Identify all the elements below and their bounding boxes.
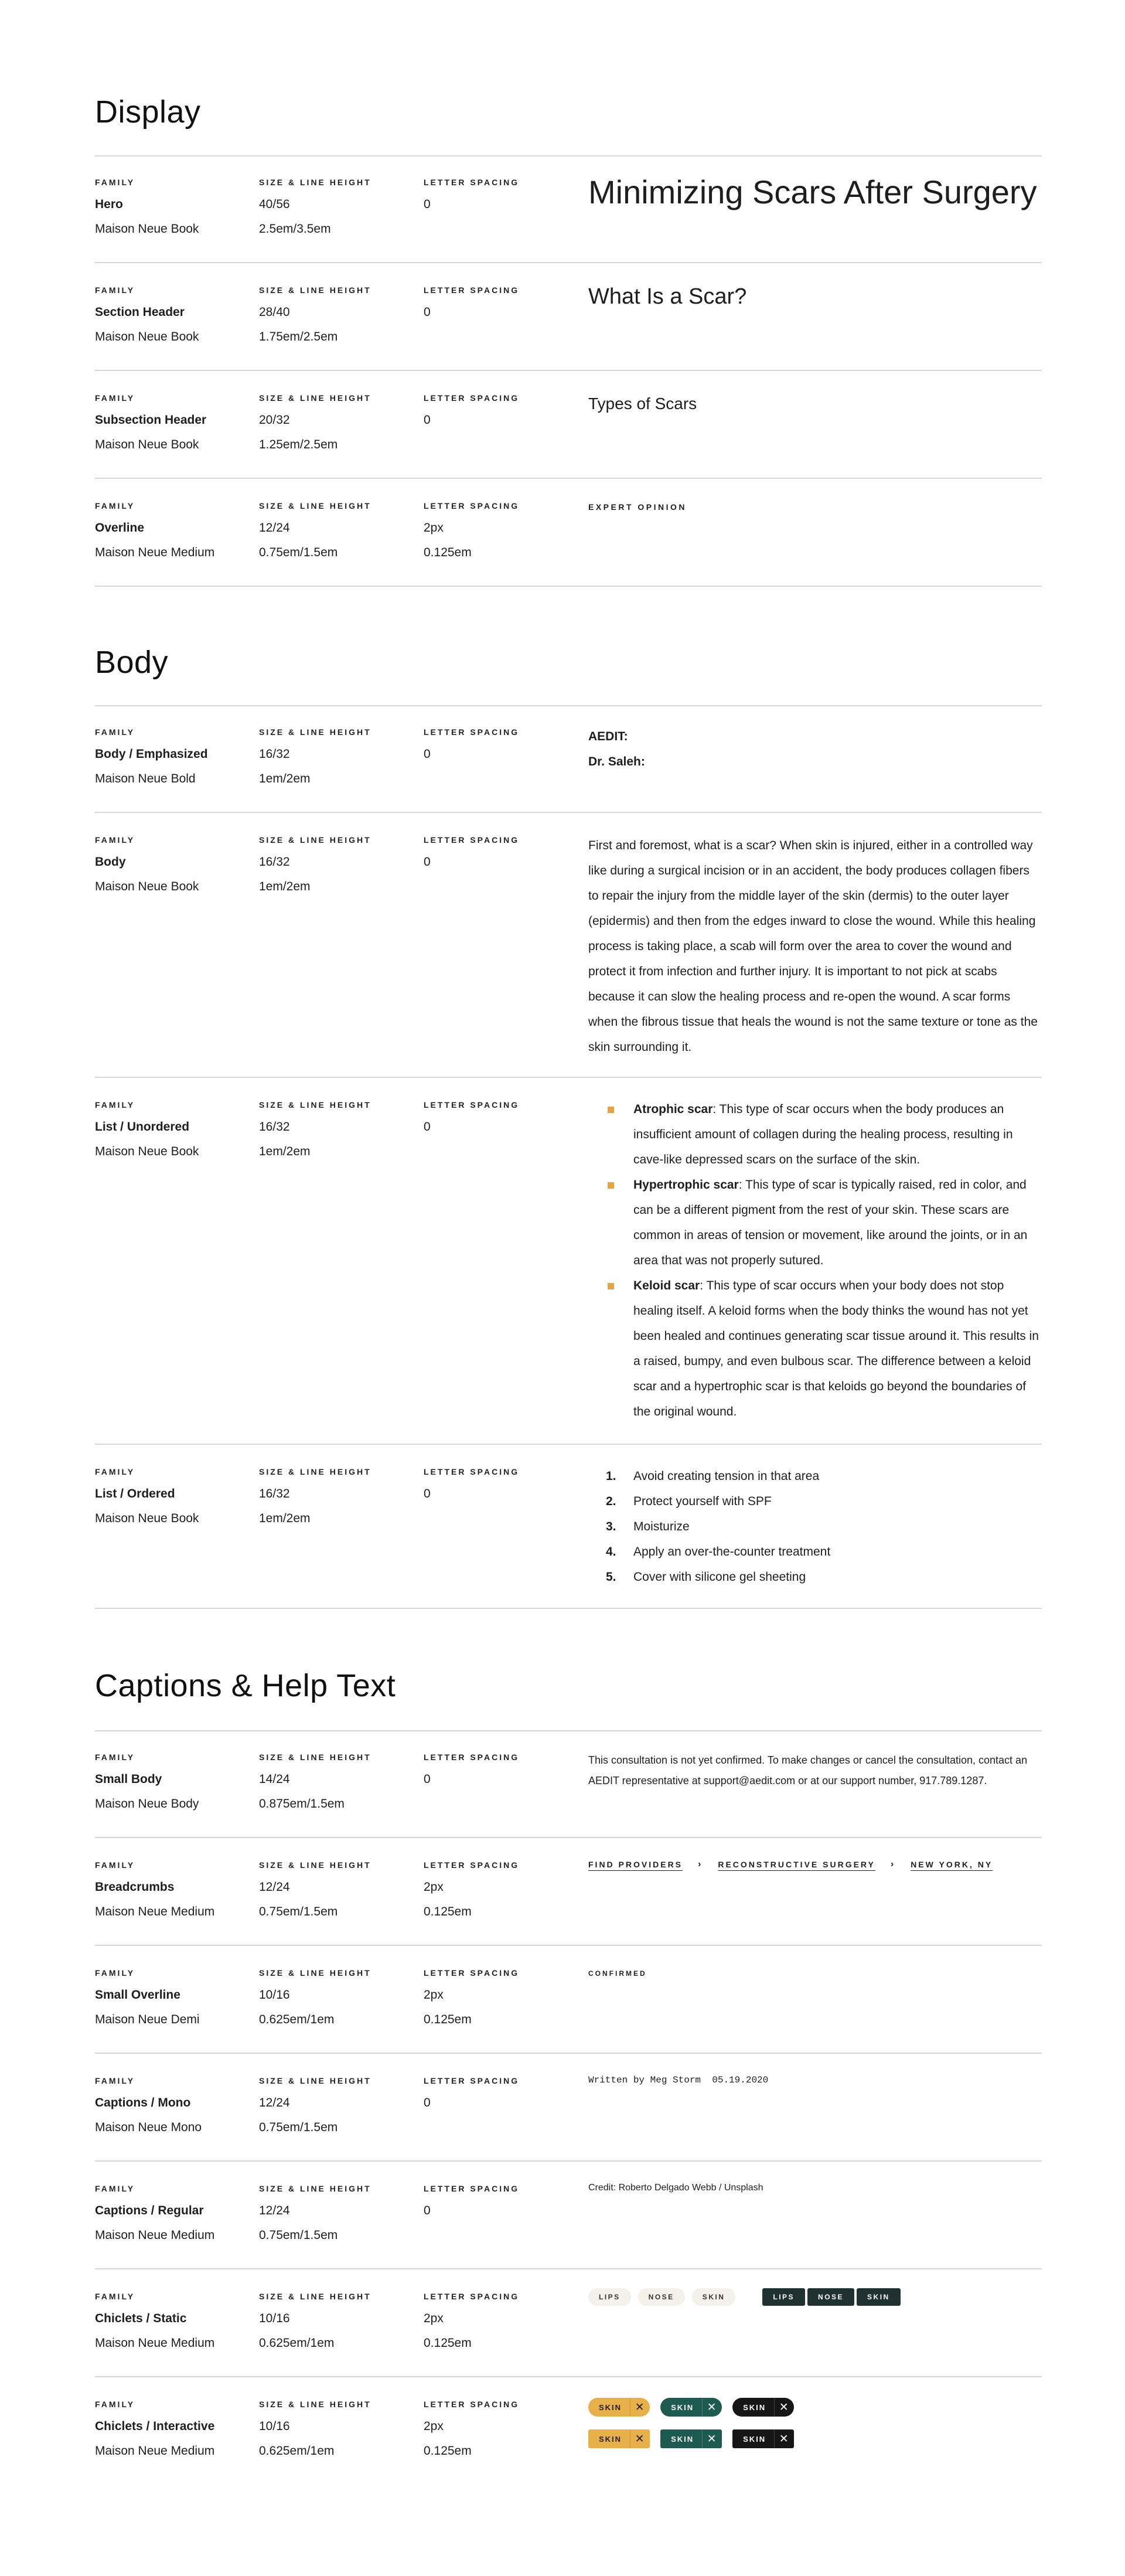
chip-skin-removable[interactable]	[732, 2429, 794, 2448]
family-label: FAMILY	[95, 501, 135, 511]
font-name: Maison Neue Book	[95, 438, 199, 451]
spacing-px: 2px	[424, 521, 444, 535]
breadcrumb-reconstructive-surgery[interactable]: RECONSTRUCTIVE SURGERY	[718, 1860, 875, 1869]
spacing-px: 0	[424, 1487, 431, 1500]
spacing-label: LETTER SPACING	[424, 2292, 520, 2301]
breadcrumb-separator-icon: ›	[890, 1859, 896, 1869]
font-name: Maison Neue Medium	[95, 2336, 215, 2350]
font-name: Maison Neue Book	[95, 1145, 199, 1158]
type-row-section-header	[95, 264, 1042, 371]
sample-chiclets-interactive	[588, 2396, 1042, 2450]
size-px: 12/24	[259, 521, 290, 535]
size-em: 0.75em/1.5em	[259, 2121, 338, 2134]
font-name: Maison Neue Body	[95, 1797, 199, 1811]
list-item	[588, 1514, 1042, 1539]
size-em: 0.625em/1em	[259, 2013, 335, 2026]
style-name: Subsection Header	[95, 413, 207, 427]
size-px: 28/40	[259, 305, 290, 319]
chip-skin-removable[interactable]	[660, 2429, 722, 2448]
size-em: 0.625em/1em	[259, 2336, 335, 2350]
breadcrumb-separator-icon: ›	[698, 1859, 703, 1869]
size-em: 1em/2em	[259, 1145, 311, 1158]
spacing-label: LETTER SPACING	[424, 2400, 520, 2409]
spacing-em: 0.125em	[424, 546, 472, 559]
chip-nose: NOSE	[638, 2288, 685, 2306]
family-label: FAMILY	[95, 835, 135, 845]
size-em: 1.75em/2.5em	[259, 330, 338, 343]
spacing-label: LETTER SPACING	[424, 727, 520, 737]
font-name: Maison Neue Book	[95, 330, 199, 343]
list-term: Atrophic scar	[633, 1102, 713, 1116]
list-text: Protect yourself with SPF	[633, 1495, 772, 1508]
size-label: SIZE & LINE HEIGHT	[259, 2184, 371, 2193]
size-label: SIZE & LINE HEIGHT	[259, 1968, 371, 1978]
type-row-breadcrumbs	[95, 1839, 1042, 1946]
chip-lips: LIPS	[588, 2288, 631, 2306]
spacing-px: 0	[424, 1772, 431, 1786]
family-label: FAMILY	[95, 2184, 135, 2193]
style-name: Small Overline	[95, 1988, 180, 2002]
size-px: 16/32	[259, 1487, 290, 1500]
section-title-captions: Captions & Help Text	[95, 1668, 396, 1703]
spacing-px: 0	[424, 747, 431, 761]
list-item	[588, 1489, 1042, 1514]
size-em: 0.75em/1.5em	[259, 546, 338, 559]
list-term: Hypertrophic scar	[633, 1178, 739, 1192]
chip-skin-removable[interactable]	[732, 2398, 794, 2417]
font-name: Maison Neue Demi	[95, 2013, 200, 2026]
close-icon[interactable]: ✕	[702, 2398, 722, 2417]
type-row-small-body	[95, 1731, 1042, 1838]
style-name: Overline	[95, 521, 145, 535]
size-em: 1em/2em	[259, 772, 311, 785]
font-name: Maison Neue Medium	[95, 2444, 215, 2458]
spacing-label: LETTER SPACING	[424, 1467, 520, 1476]
spacing-px: 2px	[424, 2312, 444, 2325]
bullet-square-icon	[608, 1283, 614, 1289]
type-row-subsection-header	[95, 372, 1042, 479]
breadcrumb-new-york[interactable]: NEW YORK, NY	[911, 1860, 993, 1869]
spacing-px: 0	[424, 855, 431, 869]
size-label: SIZE & LINE HEIGHT	[259, 2076, 371, 2085]
close-icon[interactable]: ✕	[774, 2429, 794, 2448]
chip-label: SKIN	[599, 2403, 622, 2412]
sample-ordered-list	[588, 1464, 1042, 1590]
spacing-px: 2px	[424, 2420, 444, 2433]
size-label: SIZE & LINE HEIGHT	[259, 285, 371, 295]
spacing-label: LETTER SPACING	[424, 285, 520, 295]
list-text: Avoid creating tension in that area	[633, 1469, 820, 1483]
size-label: SIZE & LINE HEIGHT	[259, 1860, 371, 1870]
style-name: Body / Emphasized	[95, 747, 208, 761]
style-name: Hero	[95, 198, 123, 211]
type-row-captions-regular	[95, 2163, 1042, 2269]
type-row-hero	[95, 156, 1042, 263]
size-em: 0.75em/1.5em	[259, 1905, 338, 1918]
sample-unordered-list	[588, 1097, 1042, 1424]
list-text: : This type of scar is typically raised, red in color, and can be a different pigment from the rest of your skin. These scars are common in areas of tension or movement, like around the joints, or in an area that was not properly sutured.	[633, 1178, 1028, 1267]
spacing-label: LETTER SPACING	[424, 1860, 520, 1870]
list-item	[588, 1539, 1042, 1564]
list-number: 1.	[606, 1469, 616, 1483]
font-name: Maison Neue Bold	[95, 772, 196, 785]
list-text: : This type of scar occurs when your body does not stop healing itself. A keloid forms when the body thinks the wound has not yet been healed and continues generating scar tissue around it. This results in a raised, bumpy, and even bulbous scar. The difference between a keloid scar and a hypertrophic scar is that keloids go beyond the boundaries of the original wound.	[633, 1279, 1039, 1418]
breadcrumb	[588, 1859, 1042, 1870]
size-label: SIZE & LINE HEIGHT	[259, 1467, 371, 1476]
size-px: 12/24	[259, 2204, 290, 2217]
spacing-px: 2px	[424, 1880, 444, 1894]
spacing-label: LETTER SPACING	[424, 2184, 520, 2193]
chip-row	[588, 2428, 1042, 2450]
size-px: 12/24	[259, 2096, 290, 2109]
type-row-body-emphasized	[95, 706, 1042, 813]
style-name: Body	[95, 855, 126, 869]
list-term: Keloid scar	[633, 1279, 700, 1292]
chip-label: SKIN	[743, 2403, 766, 2412]
chip-label: SKIN	[671, 2434, 694, 2444]
family-label: FAMILY	[95, 727, 135, 737]
list-text: Cover with silicone gel sheeting	[633, 1570, 806, 1584]
sample-body-emphasized	[588, 724, 1042, 774]
family-label: FAMILY	[95, 1968, 135, 1978]
sample-chiclets-static	[588, 2288, 1042, 2306]
size-em: 1.25em/2.5em	[259, 438, 338, 451]
spacing-px: 2px	[424, 1988, 444, 2002]
font-name: Maison Neue Medium	[95, 546, 215, 559]
size-px: 40/56	[259, 198, 290, 211]
size-label: SIZE & LINE HEIGHT	[259, 727, 371, 737]
size-px: 10/16	[259, 2312, 290, 2325]
font-name: Maison Neue Book	[95, 880, 199, 893]
size-label: SIZE & LINE HEIGHT	[259, 2400, 371, 2409]
size-em: 1em/2em	[259, 880, 311, 893]
close-icon[interactable]: ✕	[774, 2398, 794, 2417]
family-label: FAMILY	[95, 285, 135, 295]
spacing-px: 0	[424, 2096, 431, 2109]
size-px: 16/32	[259, 1120, 290, 1134]
style-name: Chiclets / Static	[95, 2312, 187, 2325]
type-row-overline	[95, 480, 1042, 587]
type-row-chiclets-interactive	[95, 2378, 1042, 2490]
bullet-square-icon	[608, 1107, 614, 1113]
font-name: Maison Neue Medium	[95, 2228, 215, 2242]
sample-overline: EXPERT OPINION	[588, 502, 687, 512]
family-label: FAMILY	[95, 2292, 135, 2301]
type-row-body	[95, 814, 1042, 1078]
close-icon[interactable]: ✕	[702, 2429, 722, 2448]
font-name: Maison Neue Book	[95, 222, 199, 236]
list-text: Moisturize	[633, 1520, 690, 1533]
size-label: SIZE & LINE HEIGHT	[259, 501, 371, 511]
chip-lips-dark: LIPS	[762, 2288, 805, 2306]
sample-hero: Minimizing Scars After Surgery	[588, 173, 1037, 210]
chip-skin-dark: SKIN	[857, 2288, 901, 2306]
spacing-label: LETTER SPACING	[424, 835, 520, 845]
size-label: SIZE & LINE HEIGHT	[259, 2292, 371, 2301]
sample-body-paragraph: First and foremost, what is a scar? When skin is injured, either in a controlled way like during a surgical incision or in an accident, the body produces collagen fibers to repair the injury from the middle layer of the skin (dermis) to the outer layer (epidermis) and then from the edges inward to close the wound. While this healing process is taking place, a scab will form over the area to cover the wound and protect it from infection and further injury. It is important to not pick at scabs because it can slow the healing process and re-open the wound. A scar forms when the fibrous tissue that heals the wound is not the same texture or tone as the skin surrounding it.	[588, 839, 1038, 1054]
bullet-square-icon	[608, 1182, 614, 1189]
spacing-px: 0	[424, 305, 431, 319]
section-title-body: Body	[95, 645, 169, 680]
spacing-px: 0	[424, 2204, 431, 2217]
list-text: Apply an over-the-counter treatment	[633, 1545, 831, 1558]
list-number: 4.	[606, 1545, 616, 1558]
sample-captions-mono: Written by Meg Storm 05.19.2020	[588, 2075, 769, 2085]
size-px: 16/32	[259, 855, 290, 869]
list-text: : This type of scar occurs when the body produces an insufficient amount of collagen during the healing process, resulting in cave-like depressed scars on the surface of the skin.	[633, 1102, 1013, 1166]
font-name: Maison Neue Mono	[95, 2121, 202, 2134]
size-label: SIZE & LINE HEIGHT	[259, 1753, 371, 1762]
font-name: Maison Neue Book	[95, 1512, 199, 1525]
type-row-list-ordered	[95, 1446, 1042, 1609]
size-px: 10/16	[259, 1988, 290, 2002]
spacing-px: 0	[424, 198, 431, 211]
size-em: 0.75em/1.5em	[259, 2228, 338, 2242]
spacing-label: LETTER SPACING	[424, 2076, 520, 2085]
size-label: SIZE & LINE HEIGHT	[259, 393, 371, 403]
family-label: FAMILY	[95, 1467, 135, 1476]
family-label: FAMILY	[95, 1100, 135, 1110]
spacing-px: 0	[424, 413, 431, 427]
spacing-label: LETTER SPACING	[424, 178, 520, 187]
family-label: FAMILY	[95, 1860, 135, 1870]
size-px: 14/24	[259, 1772, 290, 1786]
list-number: 3.	[606, 1520, 616, 1533]
style-name: List / Ordered	[95, 1487, 175, 1500]
style-name: List / Unordered	[95, 1120, 190, 1134]
speaker-dr-saleh: Dr. Saleh:	[588, 755, 645, 768]
spacing-label: LETTER SPACING	[424, 501, 520, 511]
size-px: 10/16	[259, 2420, 290, 2433]
size-label: SIZE & LINE HEIGHT	[259, 835, 371, 845]
chip-label: SKIN	[743, 2434, 766, 2444]
list-item	[588, 1464, 1042, 1489]
style-name: Small Body	[95, 1772, 162, 1786]
size-px: 20/32	[259, 413, 290, 427]
list-item	[588, 1273, 1042, 1424]
type-row-chiclets-static	[95, 2271, 1042, 2377]
list-number: 2.	[606, 1495, 616, 1508]
list-item	[588, 1172, 1042, 1273]
chip-label: SKIN	[671, 2403, 694, 2412]
spacing-label: LETTER SPACING	[424, 393, 520, 403]
spacing-em: 0.125em	[424, 2013, 472, 2026]
family-label: FAMILY	[95, 393, 135, 403]
chip-row	[588, 2396, 1042, 2418]
breadcrumb-find-providers[interactable]: FIND PROVIDERS	[588, 1860, 683, 1869]
style-name: Section Header	[95, 305, 185, 319]
sample-small-body: This consultation is not yet confirmed. To make changes or cancel the consultation, contact an AEDIT representative at support@aedit.com or at our support number, 917.789.1287.	[588, 1754, 1028, 1786]
chip-skin-removable[interactable]	[588, 2398, 650, 2417]
list-number: 5.	[606, 1570, 616, 1584]
close-icon[interactable]: ✕	[630, 2429, 650, 2448]
chip-nose-dark: NOSE	[807, 2288, 854, 2306]
spacing-em: 0.125em	[424, 2444, 472, 2458]
chip-skin-removable[interactable]	[660, 2398, 722, 2417]
size-px: 16/32	[259, 747, 290, 761]
style-name: Captions / Mono	[95, 2096, 191, 2109]
style-name: Captions / Regular	[95, 2204, 204, 2217]
style-name: Chiclets / Interactive	[95, 2420, 215, 2433]
size-px: 12/24	[259, 1880, 290, 1894]
size-em: 0.875em/1.5em	[259, 1797, 345, 1811]
family-label: FAMILY	[95, 178, 135, 187]
font-name: Maison Neue Medium	[95, 1905, 215, 1918]
list-item	[588, 1564, 1042, 1590]
sample-captions-regular: Credit: Roberto Delgado Webb / Unsplash	[588, 2183, 763, 2193]
style-name: Breadcrumbs	[95, 1880, 175, 1894]
spacing-px: 0	[424, 1120, 431, 1134]
sample-subsection-header: Types of Scars	[588, 394, 697, 413]
sample-section-header: What Is a Scar?	[588, 284, 747, 309]
type-row-list-unordered	[95, 1079, 1042, 1445]
type-row-captions-mono	[95, 2055, 1042, 2162]
size-label: SIZE & LINE HEIGHT	[259, 178, 371, 187]
family-label: FAMILY	[95, 2400, 135, 2409]
speaker-aedit: AEDIT:	[588, 730, 628, 743]
size-label: SIZE & LINE HEIGHT	[259, 1100, 371, 1110]
section-title-display: Display	[95, 94, 201, 130]
list-item	[588, 1097, 1042, 1172]
spacing-label: LETTER SPACING	[424, 1968, 520, 1978]
sample-small-overline: CONFIRMED	[588, 1969, 647, 1978]
type-row-small-overline	[95, 1947, 1042, 2054]
spacing-label: LETTER SPACING	[424, 1753, 520, 1762]
spacing-em: 0.125em	[424, 1905, 472, 1918]
family-label: FAMILY	[95, 1753, 135, 1762]
close-icon[interactable]: ✕	[630, 2398, 650, 2417]
size-em: 0.625em/1em	[259, 2444, 335, 2458]
chip-skin: SKIN	[692, 2288, 736, 2306]
spacing-label: LETTER SPACING	[424, 1100, 520, 1110]
size-em: 1em/2em	[259, 1512, 311, 1525]
chip-skin-removable[interactable]	[588, 2429, 650, 2448]
size-em: 2.5em/3.5em	[259, 222, 331, 236]
chip-label: SKIN	[599, 2434, 622, 2444]
family-label: FAMILY	[95, 2076, 135, 2085]
spacing-em: 0.125em	[424, 2336, 472, 2350]
